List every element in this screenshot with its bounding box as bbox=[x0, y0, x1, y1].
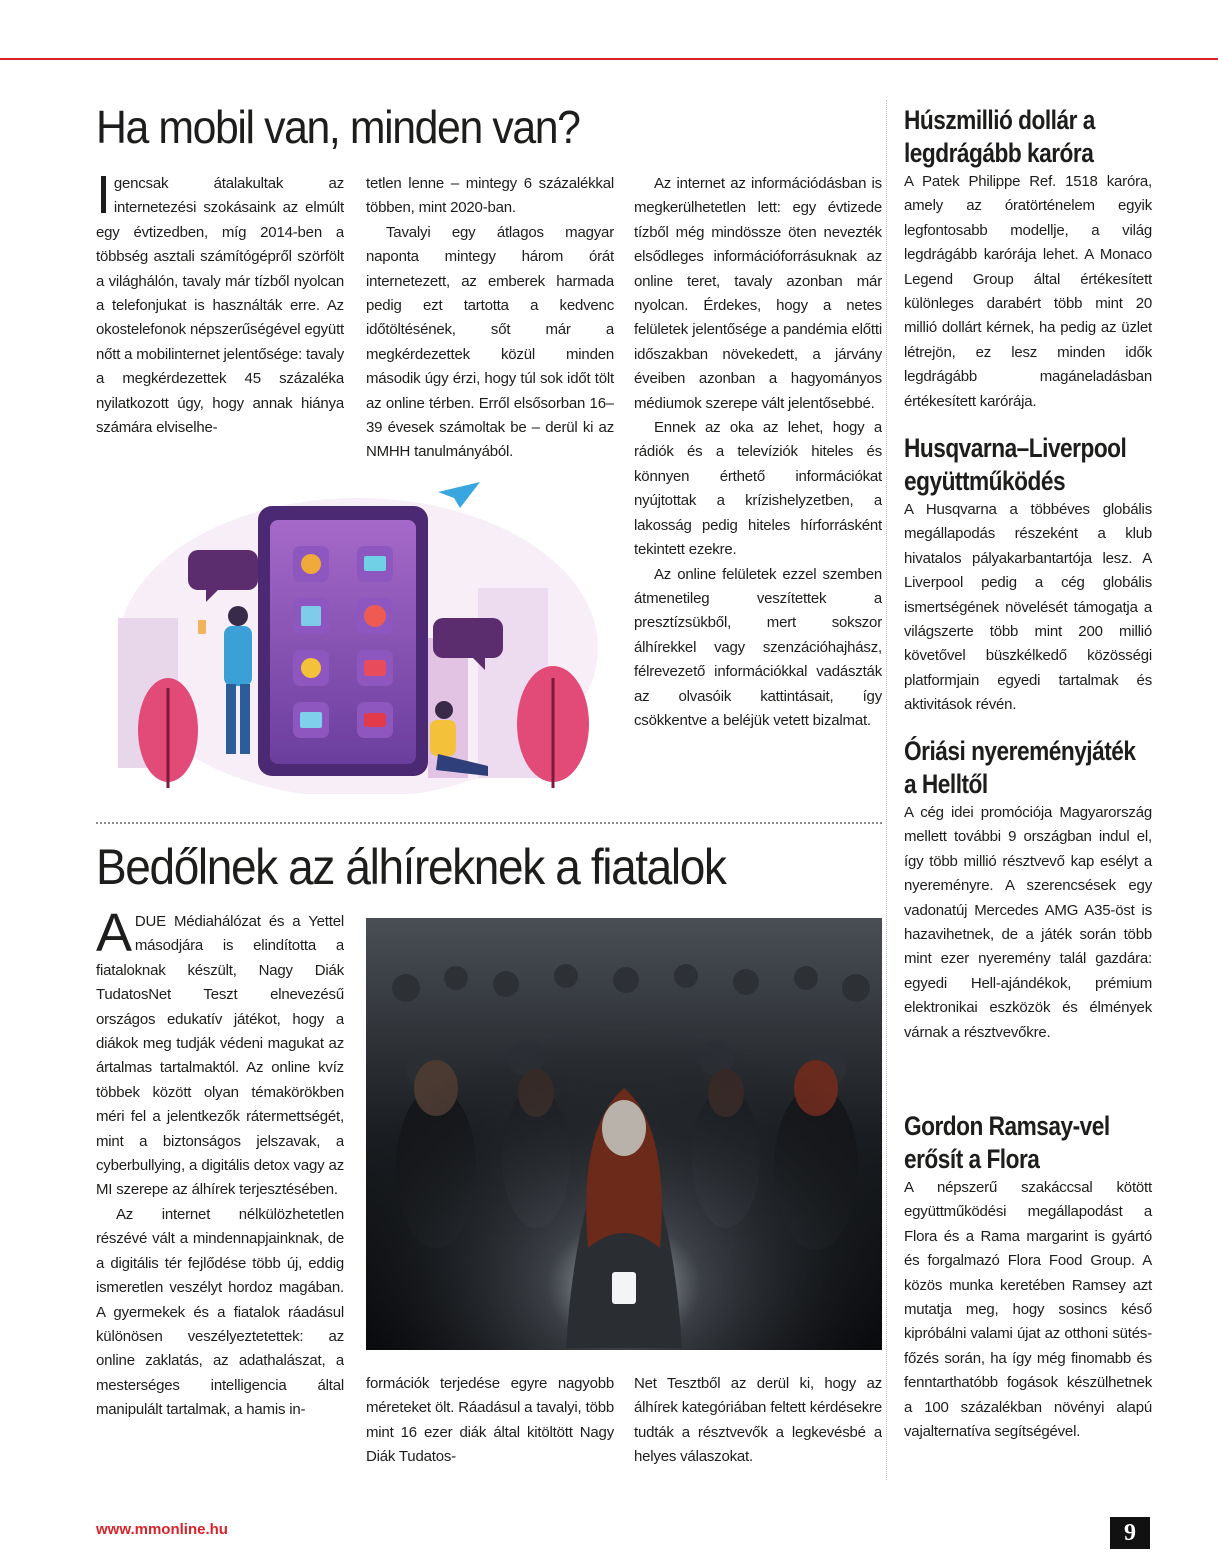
article1-col2-paragraph-2: Tavalyi egy átlagos magyar naponta mintegy három órát internetezett, az emberek harmada pedig ezt tartotta a kedvenc időtöltésének, sőt már a megkérdezettek közül minden második úgy érzi, hogy túl sok időt tölt az online térben. Erről elsősorban 16–39 évesek számoltak be – derül ki az NMHH tanulmányából. bbox=[366, 223, 614, 461]
page-number: 9 bbox=[1110, 1517, 1150, 1549]
sidebar-item-title: Óriási nyereményjáték a Helltől bbox=[904, 736, 1136, 799]
article2-column-1 bbox=[96, 910, 344, 1470]
paper-plane-icon bbox=[438, 482, 480, 508]
article2-col1-text: DUE Médiahálózat és a Yettel másodjára is elindította a fiataloknak készült, Nagy Diák TudatosNet Teszt elnevezésű országos edukatív játékot, hogy a diákok meg tudják védeni magukat az ártalmas tartalmaktól. Az online kvíz többek között olyan témakörökben méri fel a jelentkezők rátermettségét, mint a biztonságos jelszavak, a cyberbullying, a digitális detox vagy az MI szerepe az álhírek terjesztésében. bbox=[96, 913, 344, 1199]
sidebar-divider bbox=[886, 100, 887, 1480]
article1-column-3 bbox=[634, 172, 882, 802]
article1-col1-paragraph bbox=[96, 172, 344, 440]
sidebar-item-title: Gordon Ramsay-vel erősít a Flora bbox=[904, 1111, 1110, 1174]
article2-column-2 bbox=[366, 1372, 614, 1472]
article1-dropcap: I bbox=[96, 172, 111, 225]
footer-url[interactable]: www.mmonline.hu bbox=[96, 1521, 228, 1538]
article1-headline: Ha mobil van, minden van? bbox=[96, 101, 580, 153]
article1-col3-paragraph-3: Az online felületek ezzel szemben átmenetileg veszítettek a presztízsükből, mert sokszor álhírekkel vagy szenzációhajhász, félrevezető információkkal vadászták az olvasóik kattintásait, így csökkentve a beléjük vetett bizalmat. bbox=[634, 565, 882, 729]
smartphone-apps-illustration bbox=[98, 468, 616, 794]
article1-column-1 bbox=[96, 172, 344, 462]
sidebar-item-body: A népszerű szakáccsal kötött együttműködési megállapodást a Flora és a Rama margarint is gyártó és forgalmazó Flora Food Group. A közös munka keretében Ramsey azt mutatja meg, hogy sosincs késő kipróbálni valami újat az otthoni sütés-főzés során, ha így még finomabb és fenntarthatóbb fogások készülhetnek a 100 százalékban növényi alapú vajalternatíva segítségével. bbox=[904, 1179, 1152, 1441]
article2-col2-paragraph: formációk terjedése egyre nagyobb méreteket ölt. Ráadásul a tavalyi, több mint 16 ezer diák által kitöltött Nagy Diák Tudatos- bbox=[366, 1375, 614, 1466]
sidebar-item-watch bbox=[904, 104, 1152, 414]
article2-col1-paragraph-1 bbox=[96, 910, 344, 1203]
article2-headline: Bedőlnek az álhíreknek a fiatalok bbox=[96, 839, 726, 895]
article2-col3-paragraph: Net Tesztből az derül ki, hogy az álhírek kategóriában feltett kérdésekre tudták a résztvevők a legkevésbé a helyes válaszokat. bbox=[634, 1375, 882, 1466]
article1-column-2 bbox=[366, 172, 614, 462]
phone-screen bbox=[270, 520, 416, 764]
sidebar-item-flora bbox=[904, 1110, 1152, 1444]
top-red-rule bbox=[0, 58, 1218, 60]
article1-col3-paragraph-2: Ennek az oka az lehet, hogy a rádiók és a televíziók hiteles és könnyen érthető információkat nyújtottak a krízishelyzetben, a lakosság pedig hiteles hírforrásként tekintett ezekre. bbox=[634, 419, 882, 559]
sidebar-item-body: A Husqvarna a többéves globális megállapodás részeként a klub hivatalos pályakarbantartója lesz. A Liverpool pedig a cég globális ismertségének növelését támogatja a világszerte több mint 200 millió követővel büszkélkedő közösségi platformjain egyedi tartalmak és aktivitások révén. bbox=[904, 501, 1152, 714]
article1-col3-paragraph-1: Az internet az információdásban is megkerülhetetlen lett: egy évtizede tízből még mindössze öten nevezték elsődleges információforrásuknak az online teret, tavaly azonban már nyolcan. Érdekes, hogy a netes felületek jelentősége a pandémia előtti időszakban növekedett, a járvány éveiben azonban a hagyományos médiumok szerepe vált jelentősebbé. bbox=[634, 175, 882, 412]
glowing-phone bbox=[612, 1272, 636, 1304]
sidebar-item-husqvarna bbox=[904, 432, 1152, 718]
sidebar-item-title: Húszmillió dollár a legdrágább karóra bbox=[904, 105, 1095, 168]
sidebar-item-body: A cég idei promóciója Magyarország mellett további 9 országban indul el, így több millió résztvevő kap esélyt a nyereményre. A szerencsések egy vadonatúj Mercedes AMG A35-öst is hazavihetnek, de a játék során több mint ezer nyeremény talál gazdára: egyedi Hell-ajándékok, prémium elektronikai eszközök és élmények várnak a résztvevőkre. bbox=[904, 804, 1152, 1041]
plant-left bbox=[138, 678, 198, 788]
article-separator bbox=[96, 822, 882, 824]
sidebar-item-hell bbox=[904, 735, 1152, 1045]
crowd-phone-photo bbox=[366, 918, 882, 1350]
article2-col1-paragraph-2: Az internet nélkülözhetetlen részévé vált a mindennapjainknak, de a digitális tér fejlődése több új, eddig ismeretlen veszélyt hordoz magában. A gyermekek és a fiatalok ráadásul különösen veszélyeztetettek: az online zaklatás, az adathalászat, a mesterséges intelligencia által manipulált tartalmak, a hamis in- bbox=[96, 1205, 344, 1419]
article1-col2-paragraph-1: tetlen lenne – mintegy 6 százalékkal többen, mint 2020-ban. bbox=[366, 175, 614, 217]
sidebar-item-body: A Patek Philippe Ref. 1518 karóra, amely az óratörténelem egyik legfontosabb modellje, a világ legdrágább karórája lehet. A Monaco Legend Group által értékesített különleges darabért több mint 20 millió dollárt kérnek, ha pedig az üzlet létrejön, ez lesz minden idők legdrágább magáneladásban értékesített karórája. bbox=[904, 173, 1152, 410]
sidebar-item-title: Husqvarna–Liverpool együttműködés bbox=[904, 433, 1127, 496]
article2-dropcap: A bbox=[96, 910, 132, 963]
article1-col1-text: gencsak átalakultak az internetezési szokásaink az elmúlt egy évtizedben, míg 2014-ben a többség asztali számítógépről szörfölt a világhálón, tavaly már tízből nyolcan a telefonjukat is használták erre. Az okostelefonok népszerűségével együtt nőtt a mobilinternet jelentősége: tavaly a megkérdezettek 45 százaléka nyilatkozott úgy, hogy annak hiánya számára elviselhe- bbox=[96, 175, 344, 437]
article2-column-3 bbox=[634, 1372, 882, 1472]
